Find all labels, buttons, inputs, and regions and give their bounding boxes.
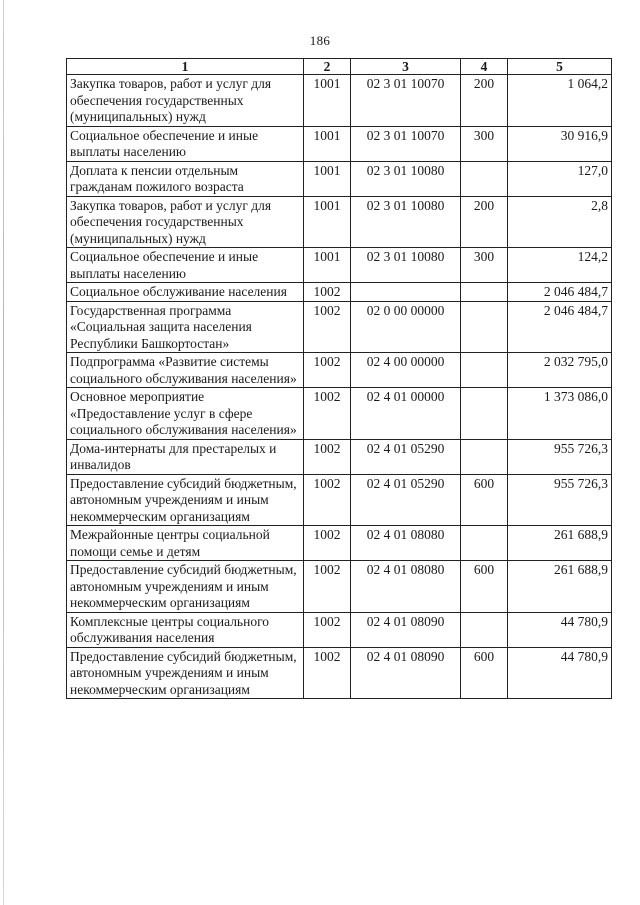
row-type: 600 xyxy=(461,561,508,613)
row-section: 1002 xyxy=(304,561,351,613)
table-row xyxy=(67,647,612,699)
row-type: 600 xyxy=(461,474,508,526)
row-name: Комплексные центры социального обслуживания населения xyxy=(67,612,304,647)
row-type xyxy=(461,301,508,353)
row-section: 1001 xyxy=(304,248,351,283)
table-row xyxy=(67,439,612,474)
row-name: Социальное обслуживание населения xyxy=(67,283,304,302)
row-code: 02 4 01 08090 xyxy=(351,647,461,699)
row-name: Предоставление субсидий бюджетным, автономным учреждениям и иным некоммерческим организациям xyxy=(67,474,304,526)
row-type xyxy=(461,526,508,561)
row-name: Доплата к пенсии отдельным гражданам пожилого возраста xyxy=(67,161,304,196)
row-section: 1002 xyxy=(304,612,351,647)
page-number: 186 xyxy=(309,33,331,48)
row-name: Основное мероприятие «Предоставление услуг в сфере социального обслуживания населения» xyxy=(67,388,304,440)
table-row xyxy=(67,353,612,388)
table-row xyxy=(67,283,612,302)
column-header-2: 2 xyxy=(304,59,351,75)
row-amount: 127,0 xyxy=(508,161,612,196)
row-code: 02 3 01 10080 xyxy=(351,196,461,248)
row-amount: 955 726,3 xyxy=(508,439,612,474)
row-amount: 1 373 086,0 xyxy=(508,388,612,440)
table-row xyxy=(67,248,612,283)
row-amount: 2,8 xyxy=(508,196,612,248)
row-section: 1002 xyxy=(304,526,351,561)
table-row xyxy=(67,526,612,561)
row-type: 200 xyxy=(461,196,508,248)
row-section: 1002 xyxy=(304,388,351,440)
row-name: Государственная программа «Социальная защита населения Республики Башкортостан» xyxy=(67,301,304,353)
row-amount: 44 780,9 xyxy=(508,612,612,647)
row-name: Дома-интернаты для престарелых и инвалидов xyxy=(67,439,304,474)
table-row xyxy=(67,561,612,613)
table-row xyxy=(67,388,612,440)
row-section: 1002 xyxy=(304,353,351,388)
column-header-1: 1 xyxy=(67,59,304,75)
row-section: 1002 xyxy=(304,474,351,526)
row-section: 1001 xyxy=(304,161,351,196)
table-row xyxy=(67,474,612,526)
row-code: 02 3 01 10070 xyxy=(351,126,461,161)
row-code: 02 4 00 00000 xyxy=(351,353,461,388)
row-code: 02 4 01 08080 xyxy=(351,561,461,613)
row-amount: 261 688,9 xyxy=(508,526,612,561)
row-type xyxy=(461,439,508,474)
scan-edge xyxy=(3,0,4,905)
row-code: 02 4 01 05290 xyxy=(351,439,461,474)
table-row xyxy=(67,612,612,647)
row-section: 1001 xyxy=(304,196,351,248)
column-header-5: 5 xyxy=(508,59,612,75)
table-row xyxy=(67,161,612,196)
row-type: 200 xyxy=(461,75,508,127)
row-amount: 2 046 484,7 xyxy=(508,283,612,302)
row-code: 02 3 01 10070 xyxy=(351,75,461,127)
row-type xyxy=(461,612,508,647)
row-amount: 261 688,9 xyxy=(508,561,612,613)
column-header-3: 3 xyxy=(351,59,461,75)
row-code xyxy=(351,283,461,302)
row-amount: 955 726,3 xyxy=(508,474,612,526)
row-type xyxy=(461,388,508,440)
row-code: 02 4 01 08080 xyxy=(351,526,461,561)
row-amount: 2 032 795,0 xyxy=(508,353,612,388)
table-row xyxy=(67,301,612,353)
row-section: 1002 xyxy=(304,647,351,699)
row-amount: 124,2 xyxy=(508,248,612,283)
row-code: 02 3 01 10080 xyxy=(351,248,461,283)
row-name: Подпрограмма «Развитие системы социального обслуживания населения» xyxy=(67,353,304,388)
row-section: 1002 xyxy=(304,439,351,474)
row-section: 1002 xyxy=(304,283,351,302)
row-amount: 2 046 484,7 xyxy=(508,301,612,353)
row-amount: 44 780,9 xyxy=(508,647,612,699)
table-row xyxy=(67,196,612,248)
row-section: 1001 xyxy=(304,126,351,161)
row-code: 02 3 01 10080 xyxy=(351,161,461,196)
table-row xyxy=(67,75,612,127)
row-type: 300 xyxy=(461,126,508,161)
row-name: Социальное обеспечение и иные выплаты населению xyxy=(67,248,304,283)
row-section: 1002 xyxy=(304,301,351,353)
row-type xyxy=(461,161,508,196)
row-name: Закупка товаров, работ и услуг для обеспечения государственных (муниципальных) нужд xyxy=(67,75,304,127)
row-amount: 30 916,9 xyxy=(508,126,612,161)
row-name: Закупка товаров, работ и услуг для обеспечения государственных (муниципальных) нужд xyxy=(67,196,304,248)
row-type: 300 xyxy=(461,248,508,283)
row-name: Межрайонные центры социальной помощи семье и детям xyxy=(67,526,304,561)
row-code: 02 4 01 00000 xyxy=(351,388,461,440)
row-amount: 1 064,2 xyxy=(508,75,612,127)
column-header-4: 4 xyxy=(461,59,508,75)
budget-table xyxy=(66,58,612,699)
header-row xyxy=(67,59,612,75)
row-type xyxy=(461,283,508,302)
row-name: Социальное обеспечение и иные выплаты населению xyxy=(67,126,304,161)
row-type xyxy=(461,353,508,388)
row-type: 600 xyxy=(461,647,508,699)
row-name: Предоставление субсидий бюджетным, автономным учреждениям и иным некоммерческим организациям xyxy=(67,561,304,613)
row-name: Предоставление субсидий бюджетным, автономным учреждениям и иным некоммерческим организациям xyxy=(67,647,304,699)
row-code: 02 0 00 00000 xyxy=(351,301,461,353)
row-code: 02 4 01 08090 xyxy=(351,612,461,647)
row-section: 1001 xyxy=(304,75,351,127)
table-row xyxy=(67,126,612,161)
row-code: 02 4 01 05290 xyxy=(351,474,461,526)
